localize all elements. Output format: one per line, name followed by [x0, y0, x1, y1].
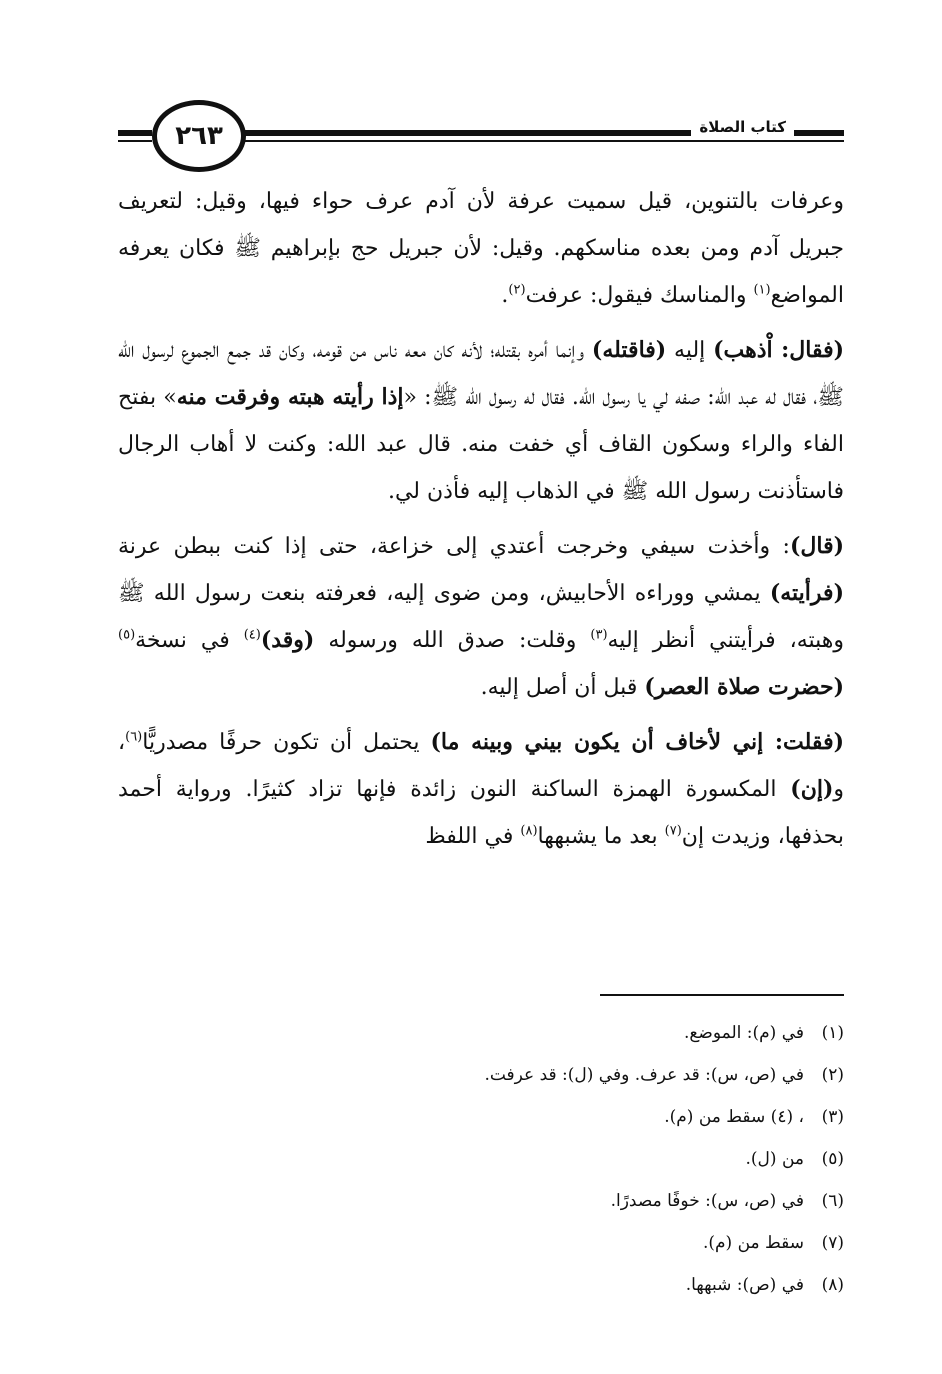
bold-run: (فاقتله)	[591, 337, 667, 363]
header-rule-left-thin	[118, 140, 152, 142]
bold-run: (حضرت صلاة العصر)	[644, 674, 844, 700]
footnote-number: (٨)	[821, 1275, 844, 1295]
text-run: إليه	[666, 338, 714, 363]
paragraph-1	[118, 178, 844, 319]
page-number-badge	[152, 100, 246, 172]
text-run: .	[501, 283, 509, 308]
footnote-ref: (٦)	[125, 729, 143, 745]
footnote	[204, 1264, 844, 1306]
text-run: قبل أن أصل إليه.	[480, 675, 645, 700]
bold-run: (فقلت: إني لأخاف أن يكون بيني وبينه ما)	[430, 729, 844, 755]
text-run: يحتمل أن تكون حرفًا مصدريًّا	[142, 730, 431, 755]
paragraph-2	[118, 327, 844, 515]
bold-run: (قال)	[789, 533, 844, 559]
text-run: بعد ما يشبهها	[537, 824, 665, 849]
footnote-number: (٦)	[821, 1191, 844, 1211]
footnote-ref: (٢)	[508, 282, 526, 298]
bold-run: (إن)	[790, 776, 834, 802]
paragraph-3	[118, 523, 844, 711]
footnote	[204, 1012, 844, 1054]
bold-run: إذا رأيته هبته وفرقت منه	[176, 384, 404, 410]
page-header	[118, 100, 844, 170]
paragraph-4	[118, 719, 844, 860]
footnote-ref: (٧)	[664, 823, 682, 839]
text-run: » بفتح الفاء والراء وسكون القاف أي خفت منه. قال عبد الله: وكنت لا أهاب الرجال فاستأذنت رسول الله ﷺ في الذهاب إليه فأذن لي.	[118, 385, 844, 504]
footnote-number: (٧)	[821, 1233, 844, 1253]
page-number: ٢٦٣	[175, 121, 223, 151]
text-run: ، و	[118, 730, 844, 802]
footnote-ref: (١)	[753, 282, 771, 298]
text-run: : وأخذت سيفي وخرجت أعتدي إلى خزاعة، حتى إذا كنت ببطن عرنة	[118, 534, 790, 559]
footnotes	[204, 1012, 844, 1306]
text-run: وإنما أمره بقتله؛ لأنه كان معه ناس من قومه، وكان قد جمع الجموع لرسول الله ﷺ، فقال له عبد الله: صفه لي يا رسول الله. فقال له رسول الله ﷺ: «	[118, 338, 844, 410]
footnote-text: في (ص، س): قد عرف. وفي (ل): قد عرفت.	[484, 1065, 804, 1085]
footnote-number: (٥)	[821, 1149, 844, 1169]
text-run: والمناسك فيقول: عرفت	[525, 283, 754, 308]
footnote	[204, 1180, 844, 1222]
footnote-separator	[600, 994, 844, 996]
footnote	[204, 1222, 844, 1264]
footnote-text: من (ل).	[745, 1149, 804, 1169]
text-run: وقلت: صدق الله ورسوله	[314, 628, 591, 653]
footnote-ref: (٣)	[590, 627, 608, 643]
footnote-text: في (ص، س): خوفًا مصدرًا.	[610, 1191, 804, 1211]
footnote-ref: (٤)	[243, 627, 261, 643]
text-run: في نسخة	[135, 628, 244, 653]
bold-run: (فقال: اْذهب)	[713, 337, 845, 363]
running-title: كتاب الصلاة	[691, 118, 794, 136]
footnote	[204, 1096, 844, 1138]
footnote-ref: (٥)	[118, 627, 136, 643]
text-run: وعرفات بالتنوين، قيل سميت عرفة لأن آدم عرف حواء فيها، وقيل: لتعريف جبريل آدم ومن بعده مناسكهم. وقيل: لأن جبريل حج بإبراهيم ﷺ فكان يعرفه المواضع	[118, 189, 844, 308]
text-run: المكسورة الهمزة الساكنة النون زائدة فإنها تزاد كثيرًا. ورواية أحمد بحذفها، وزيدت إن	[118, 777, 844, 849]
bold-run: (فرأيته)	[769, 580, 844, 606]
footnote-number: (١)	[821, 1023, 844, 1043]
footnote-ref: (٨)	[520, 823, 538, 839]
text-run: في اللفظ	[425, 824, 521, 849]
header-rule-right-thin	[236, 140, 844, 142]
main-text	[118, 178, 844, 868]
footnote-text: سقط من (م).	[702, 1233, 804, 1253]
footnote-text: في (م): الموضع.	[683, 1023, 804, 1043]
text-run: يمشي ووراءه الأحابيش، ومن ضوى إليه، فعرفته بنعت رسول الله ﷺ وهبته، فرأيتني أنظر إليه	[118, 581, 844, 653]
footnote-text: في (ص): شبهها.	[685, 1275, 804, 1295]
footnote-text: ، (٤) سقط من (م).	[664, 1107, 804, 1127]
footnote	[204, 1138, 844, 1180]
footnote-number: (٣)	[821, 1107, 844, 1127]
bold-run: (وقد)	[260, 627, 315, 653]
footnote-number: (٢)	[821, 1065, 844, 1085]
header-rule-left	[118, 130, 152, 136]
footnote	[204, 1054, 844, 1096]
